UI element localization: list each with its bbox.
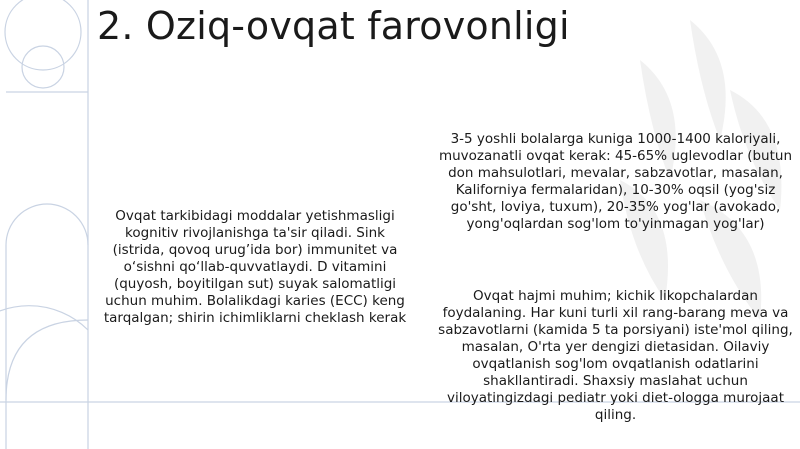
left-paragraph: Ovqat tarkibidagi moddalar yetishmasligi kognitiv rivojlanishga ta'sir qiladi. Sink (istrida, qovoq urug’ida bor) immunitet va o‘sishni qo‘llab-quvvatlaydi. D vitamini (quyosh, boyitilgan sut) suyak salomatligi uchun muhim. Bolalikdagi karies (ECC) keng tarqalgan; shirin ichimliklarni cheklash kerak [103,208,407,326]
slide-title: 2. Oziq-ovqat farovonligi [97,4,570,48]
arch-upper [6,204,88,245]
large-circle [5,0,81,70]
arch-lower [0,306,88,449]
right-bottom-paragraph: Ovqat hajmi muhim; kichik likopchalardan foydalaning. Har kuni turli xil rang-barang meva va sabzavotlarni (kamida 5 ta porsiyani) iste'mol qiling, masalan, O'rta yer dengizi dietasidan. Oilaviy ovqatlanish sog'lom ovqatlanish odatlarini shakllantiradi. Shaxsiy maslahat uchun viloyatingizdagi pediatr yoki diet-ologga murojaat qiling. [438,288,793,423]
right-top-paragraph: 3-5 yoshli bolalarga kuniga 1000-1400 kaloriyali, muvozanatli ovqat kerak: 45-65% uglevodlar (butun don mahsulotlari, mevalar, sabzavotlar, masalan, Kaliforniya fermalaridan), 10-30% oqsil (yog'siz go'sht, loviya, tuxum), 20-35% yog'lar (avokado, yong'oqlardan sog'lom to'yinmagan yog'lar) [438,131,793,232]
